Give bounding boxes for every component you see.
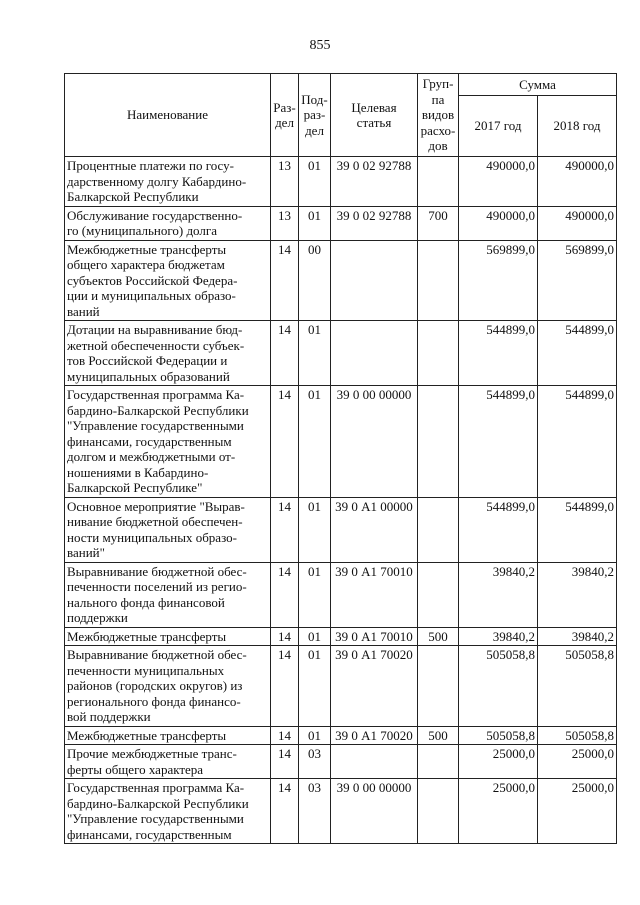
row-razdel: 14	[271, 627, 299, 646]
row-podrazdel: 01	[299, 562, 331, 627]
table-row	[65, 745, 617, 779]
header-target-article: Целевая статья	[331, 74, 418, 157]
row-target-article: 39 0 02 92788	[331, 206, 418, 240]
row-podrazdel: 01	[299, 726, 331, 745]
row-sum-2018: 544899,0	[538, 497, 617, 562]
row-target-article: 39 0 А1 70020	[331, 726, 418, 745]
row-expense-group: 500	[418, 726, 459, 745]
table-row	[65, 726, 617, 745]
table-body	[65, 157, 617, 844]
row-razdel: 14	[271, 745, 299, 779]
row-expense-group	[418, 321, 459, 386]
row-podrazdel: 01	[299, 646, 331, 727]
table-row	[65, 779, 617, 844]
row-sum-2017: 490000,0	[459, 206, 538, 240]
row-expense-group	[418, 646, 459, 727]
row-target-article: 39 0 А1 70010	[331, 562, 418, 627]
table-row	[65, 240, 617, 321]
row-expense-group: 500	[418, 627, 459, 646]
row-expense-group	[418, 497, 459, 562]
row-expense-group	[418, 745, 459, 779]
row-expense-group	[418, 562, 459, 627]
row-razdel: 14	[271, 321, 299, 386]
row-name: Государственная программа Ка- бардино-Балкарской Республики "Управление государственными финансами, государственным долгом и межбюджетными от- ношениями в Кабардино- Балкарской Республике"	[65, 386, 271, 498]
row-target-article: 39 0 А1 00000	[331, 497, 418, 562]
row-razdel: 14	[271, 240, 299, 321]
row-expense-group: 700	[418, 206, 459, 240]
row-target-article: 39 0 00 00000	[331, 779, 418, 844]
row-razdel: 14	[271, 646, 299, 727]
row-expense-group	[418, 157, 459, 207]
row-podrazdel: 01	[299, 321, 331, 386]
row-sum-2018: 505058,8	[538, 726, 617, 745]
row-sum-2017: 544899,0	[459, 497, 538, 562]
table-row	[65, 646, 617, 727]
row-target-article	[331, 745, 418, 779]
row-podrazdel: 01	[299, 386, 331, 498]
row-sum-2017: 505058,8	[459, 646, 538, 727]
row-podrazdel: 03	[299, 779, 331, 844]
row-podrazdel: 01	[299, 206, 331, 240]
page-number: 855	[309, 38, 331, 53]
table-row	[65, 497, 617, 562]
row-expense-group	[418, 386, 459, 498]
table-row	[65, 627, 617, 646]
row-sum-2017: 25000,0	[459, 745, 538, 779]
table-row	[65, 321, 617, 386]
row-sum-2018: 490000,0	[538, 206, 617, 240]
row-name: Основное мероприятие "Вырав- нивание бюджетной обеспечен- ности муниципальных образо- ваний"	[65, 497, 271, 562]
row-target-article	[331, 240, 418, 321]
row-podrazdel: 03	[299, 745, 331, 779]
row-sum-2018: 490000,0	[538, 157, 617, 207]
header-name: Наименование	[65, 74, 271, 157]
row-razdel: 14	[271, 386, 299, 498]
header-year-2018: 2018 год	[538, 96, 617, 157]
row-sum-2017: 490000,0	[459, 157, 538, 207]
row-target-article: 39 0 А1 70020	[331, 646, 418, 727]
row-sum-2017: 544899,0	[459, 386, 538, 498]
row-sum-2017: 505058,8	[459, 726, 538, 745]
row-sum-2018: 544899,0	[538, 386, 617, 498]
row-sum-2017: 25000,0	[459, 779, 538, 844]
table-row	[65, 206, 617, 240]
header-expense-group: Груп- па видов расхо- дов	[418, 74, 459, 157]
row-name: Процентные платежи по госу- дарственному долгу Кабардино- Балкарской Республики	[65, 157, 271, 207]
row-sum-2018: 39840,2	[538, 562, 617, 627]
row-expense-group	[418, 240, 459, 321]
row-sum-2017: 544899,0	[459, 321, 538, 386]
row-sum-2017: 39840,2	[459, 562, 538, 627]
row-name: Государственная программа Ка- бардино-Балкарской Республики "Управление государственными финансами, государственным	[65, 779, 271, 844]
row-name: Обслуживание государственно- го (муниципального) долга	[65, 206, 271, 240]
row-razdel: 14	[271, 497, 299, 562]
row-podrazdel: 01	[299, 627, 331, 646]
header-razdel: Раз- дел	[271, 74, 299, 157]
row-sum-2017: 569899,0	[459, 240, 538, 321]
row-target-article: 39 0 00 00000	[331, 386, 418, 498]
row-sum-2018: 544899,0	[538, 321, 617, 386]
row-sum-2018: 25000,0	[538, 779, 617, 844]
row-name: Межбюджетные трансферты общего характера бюджетам субъектов Российской Федера- ции и муниципальных образо- ваний	[65, 240, 271, 321]
row-podrazdel: 01	[299, 497, 331, 562]
row-target-article: 39 0 А1 70010	[331, 627, 418, 646]
row-sum-2018: 505058,8	[538, 646, 617, 727]
row-name: Прочие межбюджетные транс- ферты общего характера	[65, 745, 271, 779]
row-target-article	[331, 321, 418, 386]
header-podrazdel: Под- раз- дел	[299, 74, 331, 157]
row-expense-group	[418, 779, 459, 844]
row-podrazdel: 01	[299, 157, 331, 207]
row-target-article: 39 0 02 92788	[331, 157, 418, 207]
row-name: Выравнивание бюджетной обес- печенности муниципальных районов (городских округов) из регионального фонда финансо- вой поддержки	[65, 646, 271, 727]
row-razdel: 14	[271, 726, 299, 745]
header-year-2017: 2017 год	[459, 96, 538, 157]
table-row	[65, 562, 617, 627]
table-row	[65, 157, 617, 207]
row-sum-2017: 39840,2	[459, 627, 538, 646]
table-row	[65, 386, 617, 498]
row-razdel: 13	[271, 206, 299, 240]
row-sum-2018: 569899,0	[538, 240, 617, 321]
row-name: Межбюджетные трансферты	[65, 726, 271, 745]
row-name: Дотации на выравнивание бюд- жетной обеспеченности субъек- тов Российской Федерации и муниципальных образований	[65, 321, 271, 386]
row-name: Межбюджетные трансферты	[65, 627, 271, 646]
row-razdel: 13	[271, 157, 299, 207]
row-name: Выравнивание бюджетной обес- печенности поселений из регио- нального фонда финансовой поддержки	[65, 562, 271, 627]
row-sum-2018: 39840,2	[538, 627, 617, 646]
row-podrazdel: 00	[299, 240, 331, 321]
row-razdel: 14	[271, 562, 299, 627]
budget-table	[64, 73, 617, 844]
row-sum-2018: 25000,0	[538, 745, 617, 779]
row-razdel: 14	[271, 779, 299, 844]
header-sum: Сумма	[459, 74, 617, 96]
